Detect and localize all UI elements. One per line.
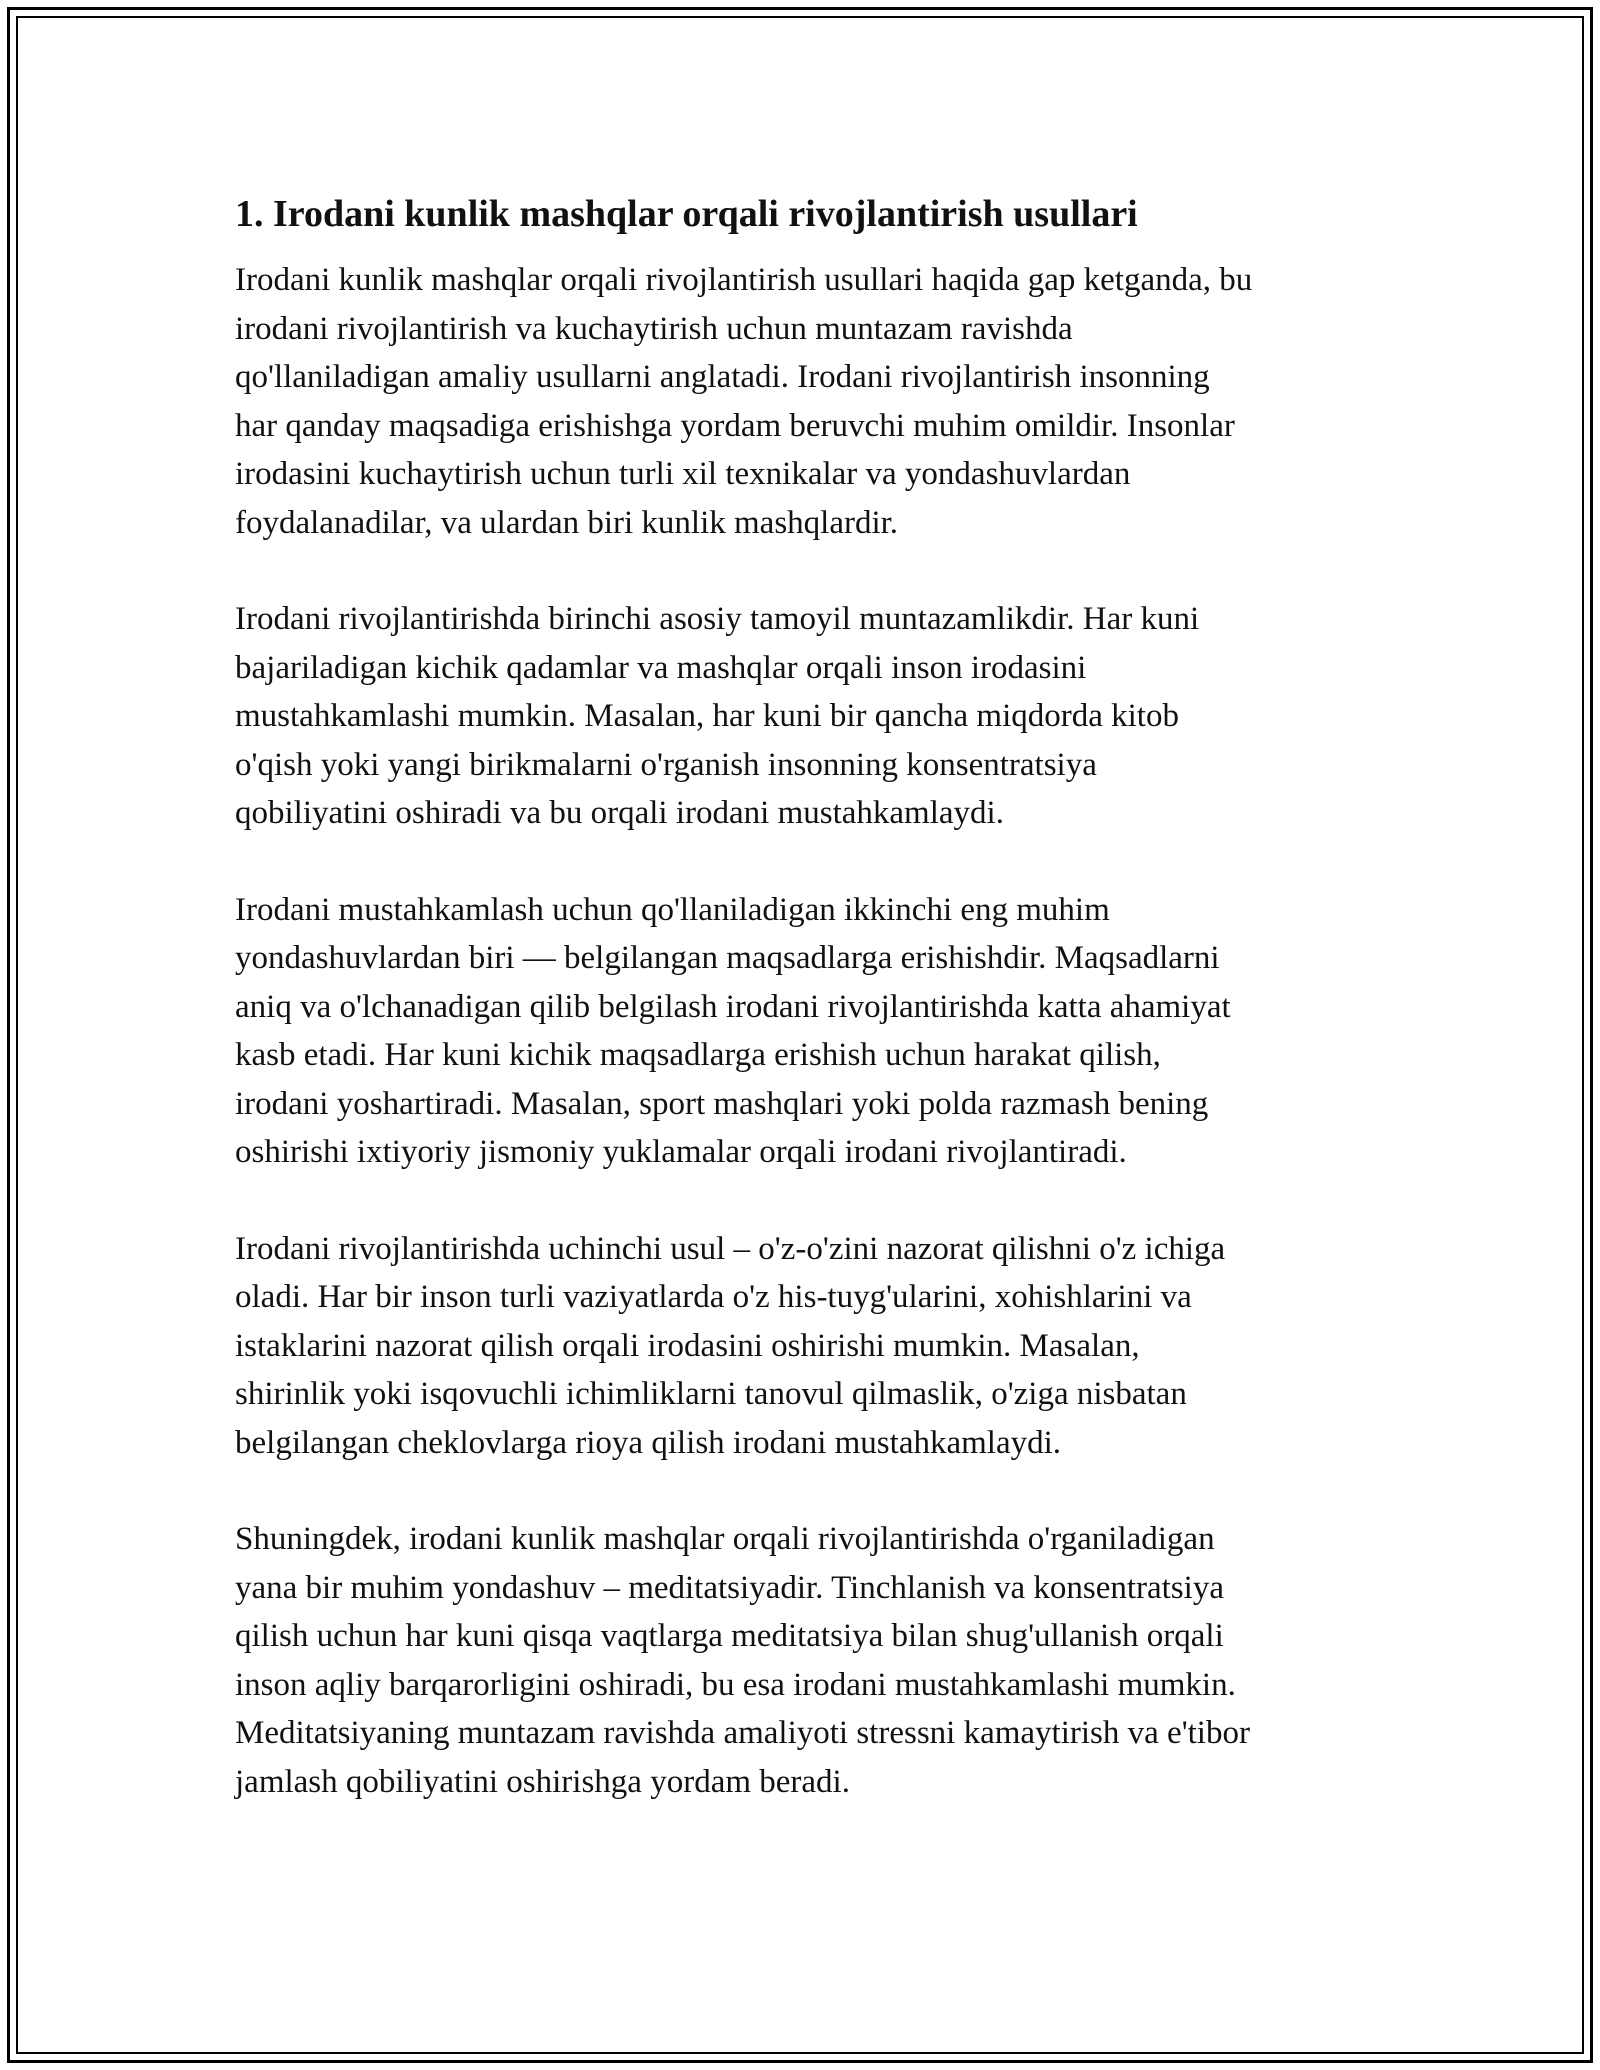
text-line: Irodani rivojlantirishda birinchi asosiy tamoyil muntazamlikdir. Har kuni xyxy=(235,601,1200,637)
text-line: bajariladigan kichik qadamlar va mashqlar orqali inson irodasini xyxy=(235,649,1087,686)
text-line: aniq va o'lchanadigan qilib belgilash irodani rivojlantirishda katta ahamiyat xyxy=(235,988,1231,1025)
text-line: inson aqliy barqarorligini oshiradi, bu esa irodani mustahkamlashi mumkin. xyxy=(235,1666,1236,1703)
text-line: yondashuvlardan biri — belgilangan maqsadlarga erishishdir. Maqsadlarni xyxy=(235,940,1220,976)
text-line: irodani yoshartiradi. Masalan, sport mashqlari yoki polda razmash bening xyxy=(235,1085,1209,1122)
text-line: mustahkamlashi mumkin. Masalan, har kuni bir qancha miqdorda kitob xyxy=(235,698,1179,734)
paragraph-2 xyxy=(235,595,1375,838)
text-line: Shuningdek, irodani kunlik mashqlar orqali rivojlantirishda o'rganiladigan xyxy=(235,1521,1215,1557)
text-line: qilish uchun har kuni qisqa vaqtlarga meditatsiya bilan shug'ullanish orqali xyxy=(235,1618,1224,1654)
paragraph-1 xyxy=(235,256,1375,547)
text-line: kasb etadi. Har kuni kichik maqsadlarga erishish uchun harakat qilish, xyxy=(235,1037,1161,1073)
text-line: Irodani kunlik mashqlar orqali rivojlantirish usullari haqida gap ketganda, bu xyxy=(235,262,1253,298)
paragraph-3 xyxy=(235,886,1375,1177)
section-heading: 1. Irodani kunlik mashqlar orqali rivojlantirish usullari xyxy=(235,193,1138,235)
document-body xyxy=(235,188,1375,1854)
text-line: oshirishi ixtiyoriy jismoniy yuklamalar orqali irodani rivojlantiradi. xyxy=(235,1134,1127,1170)
text-line: o'qish yoki yangi birikmalarni o'rganish insonning konsentratsiya xyxy=(235,746,1097,783)
text-line: qo'llaniladigan amaliy usullarni anglatadi. Irodani rivojlantirish insonning xyxy=(235,359,1210,395)
text-line: irodani rivojlantirish va kuchaytirish uchun muntazam ravishda xyxy=(235,310,1073,347)
paragraph-4 xyxy=(235,1225,1375,1468)
text-line: qobiliyatini oshiradi va bu orqali irodani mustahkamlaydi. xyxy=(235,795,1004,831)
text-line: shirinlik yoki isqovuchli ichimliklarni tanovul qilmaslik, o'ziga nisbatan xyxy=(235,1376,1187,1412)
text-line: Irodani rivojlantirishda uchinchi usul – o'z-o'zini nazorat qilishni o'z ichiga xyxy=(235,1230,1226,1267)
text-line: yana bir muhim yondashuv – meditatsiyadir. Tinchlanish va konsentratsiya xyxy=(235,1569,1224,1606)
text-line: istaklarini nazorat qilish orqali irodasini oshirishi mumkin. Masalan, xyxy=(235,1327,1140,1364)
text-line: oladi. Har bir inson turli vaziyatlarda o'z his-tuyg'ularini, xohishlarini va xyxy=(235,1279,1192,1315)
text-line: Irodani mustahkamlash uchun qo'llaniladigan ikkinchi eng muhim xyxy=(235,891,1110,928)
text-line: har qanday maqsadiga erishishga yordam beruvchi muhim omildir. Insonlar xyxy=(235,407,1235,444)
text-line: belgilangan cheklovlarga rioya qilish irodani mustahkamlaydi. xyxy=(235,1424,1062,1461)
text-line: foydalanadilar, va ulardan biri kunlik mashqlardir. xyxy=(235,504,899,541)
text-line: jamlash qobiliyatini oshirishga yordam beradi. xyxy=(235,1763,850,1800)
text-line: Meditatsiyaning muntazam ravishda amaliyoti stressni kamaytirish va e'tibor xyxy=(235,1715,1250,1751)
text-line: irodasini kuchaytirish uchun turli xil texnikalar va yondashuvlardan xyxy=(235,456,1131,492)
paragraph-5 xyxy=(235,1515,1375,1806)
